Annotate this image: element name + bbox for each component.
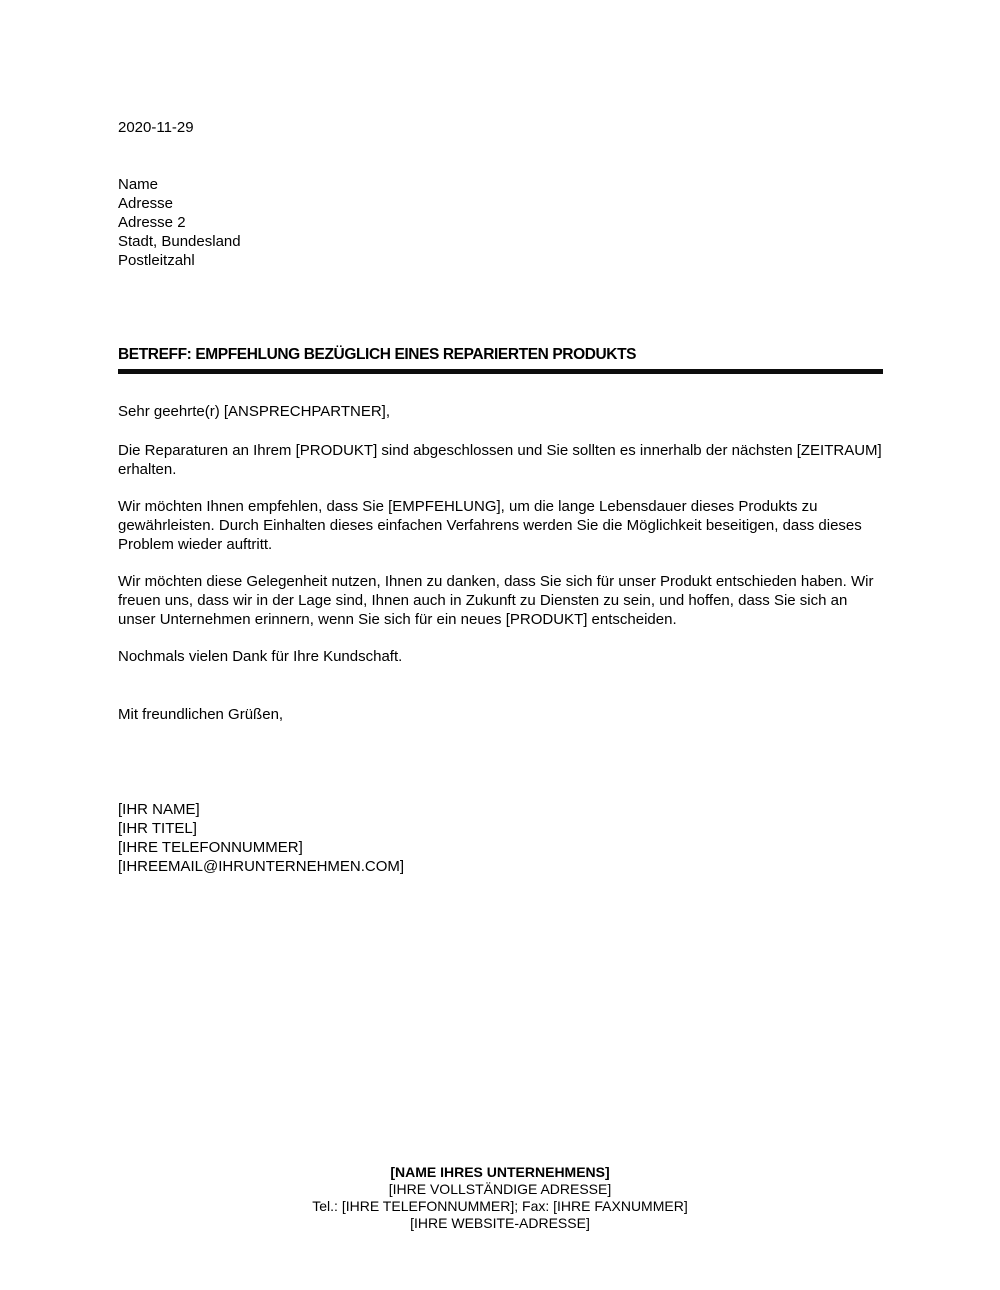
recipient-postal-code: Postleitzahl — [118, 252, 195, 269]
signature-phone: [IHRE TELEFONNUMMER] — [118, 838, 303, 856]
footer-company-address: [IHRE VOLLSTÄNDIGE ADRESSE] — [388, 1181, 612, 1197]
footer-phone-fax: Tel.: [IHRE TELEFONNUMMER]; Fax: [IHRE FAXNUMMER] — [312, 1198, 688, 1214]
body-paragraph-3: Wir möchten diese Gelegenheit nutzen, Ihnen zu danken, dass Sie sich für unser Produkt entschieden haben. Wir freuen uns, dass wir in der Lage sind, Ihnen auch in Zukunft zu Diensten zu sein, und hoffen, dass Sie sich an unser Unternehmen erinnern, wenn Sie sich für ein neues [PRODUKT] entscheiden. — [118, 572, 874, 628]
signature-block — [118, 800, 883, 876]
salutation: Sehr geehrte(r) [ANSPRECHPARTNER], — [118, 402, 391, 420]
letter-footer — [0, 1164, 1000, 1232]
recipient-address-block — [118, 175, 883, 270]
closing-line: Mit freundlichen Grüßen, — [118, 705, 284, 723]
recipient-address-line-1: Adresse — [118, 195, 174, 212]
recipient-address-line-2: Adresse 2 — [118, 214, 186, 231]
body-paragraph-2: Wir möchten Ihnen empfehlen, dass Sie [EMPFEHLUNG], um die lange Lebensdauer dieses Produkts zu gewährleisten. Durch Einhalten dieses einfachen Verfahrens werden Sie die Möglichkeit beseitigen, dass dieses Problem wieder auftritt. — [118, 497, 862, 553]
footer-website: [IHRE WEBSITE-ADRESSE] — [410, 1215, 590, 1231]
signature-title: [IHR TITEL] — [118, 819, 197, 837]
subject-line: BETREFF: EMPFEHLUNG BEZÜGLICH EINES REPARIERTEN PRODUKTS — [118, 346, 637, 363]
subject-rule — [118, 369, 883, 374]
thanks-paragraph: Nochmals vielen Dank für Ihre Kundschaft. — [118, 647, 403, 665]
footer-company-name: [NAME IHRES UNTERNEHMENS] — [390, 1164, 610, 1180]
recipient-name: Name — [118, 176, 159, 193]
letter-date: 2020-11-29 — [118, 119, 194, 136]
signature-name: [IHR NAME] — [118, 800, 200, 818]
body-paragraph-1: Die Reparaturen an Ihrem [PRODUKT] sind abgeschlossen und Sie sollten es innerhalb der nächsten [ZEITRAUM] erhalten. — [118, 441, 882, 478]
letter-content — [118, 0, 883, 876]
recipient-city-state: Stadt, Bundesland — [118, 233, 241, 250]
signature-email: [IHREEMAIL@IHRUNTERNEHMEN.COM] — [118, 857, 405, 875]
